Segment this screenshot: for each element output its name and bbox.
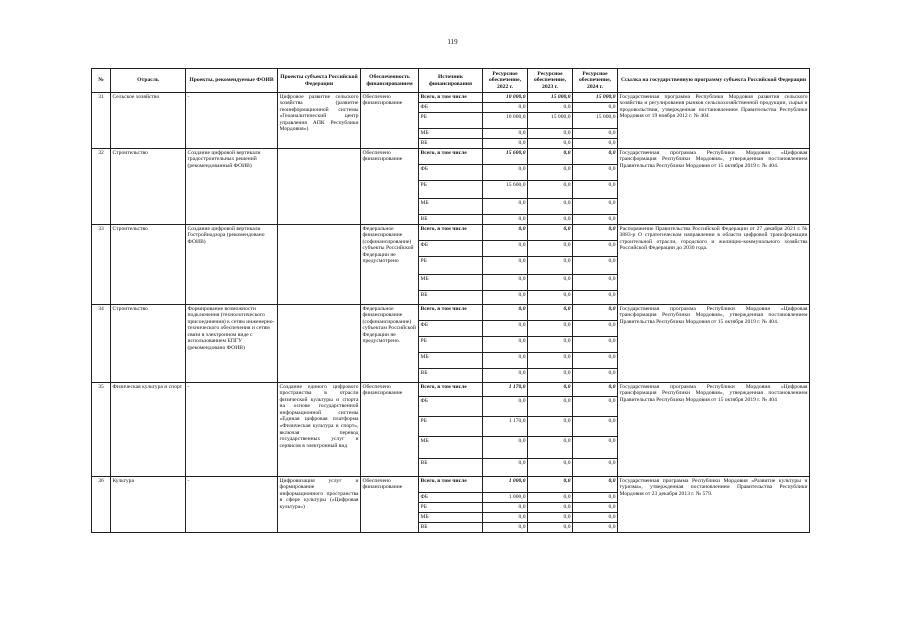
value-2023: 0,0 bbox=[528, 149, 573, 165]
source-cell: Всего, в том числе bbox=[419, 149, 483, 165]
value-2024: 0,0 bbox=[573, 149, 618, 165]
program-reference-cell: Государственная программа Республики Мордовия развития сельского хозяйства и регулирования рынков сельскохозяйственной продукции, сырья и продовольствия, утвержденная постановлением Правительства Республики Мордовия от 19 ноября 2012 г. № 404 bbox=[618, 93, 810, 149]
value-2024: 0,0 bbox=[573, 383, 618, 397]
source-cell: ФБ bbox=[419, 493, 483, 503]
value-2022: 0,0 bbox=[483, 225, 528, 241]
value-2023: 0,0 bbox=[528, 353, 573, 369]
source-cell: Всего, в том числе bbox=[419, 305, 483, 321]
value-2022: 15 600,0 bbox=[483, 149, 528, 165]
funding-status-cell: Обеспечено финансирование bbox=[361, 477, 419, 533]
header-foiv: Проекты, рекомендуемые ФОИВ bbox=[186, 69, 278, 93]
value-2022: 0,0 bbox=[483, 215, 528, 225]
source-cell: ВБ bbox=[419, 291, 483, 305]
value-2024: 0,0 bbox=[573, 523, 618, 533]
value-2022: 0,0 bbox=[483, 459, 528, 477]
source-cell: МБ bbox=[419, 199, 483, 215]
value-2024: 0,0 bbox=[573, 165, 618, 181]
value-2023: 0,0 bbox=[528, 337, 573, 353]
value-2024: 0,0 bbox=[573, 241, 618, 257]
funding-status-cell: Обеспечено финансирование bbox=[361, 383, 419, 477]
source-cell: ВБ bbox=[419, 369, 483, 383]
value-2022: 0,0 bbox=[483, 337, 528, 353]
value-2022: 0,0 bbox=[483, 199, 528, 215]
value-2023: 0,0 bbox=[528, 103, 573, 113]
value-2022: 0,0 bbox=[483, 305, 528, 321]
header-subject: Проекты субъекта Российской Федерации bbox=[278, 69, 361, 93]
value-2022: 10 000,0 bbox=[483, 113, 528, 129]
value-2022: 10 000,0 bbox=[483, 93, 528, 103]
table-row bbox=[92, 305, 810, 321]
header-industry: Отрасль bbox=[111, 69, 186, 93]
subject-project-cell: Цифровизация услуг и формирование информационного пространства в сфере культуры («Цифровая культура») bbox=[278, 477, 361, 533]
row-number: 34 bbox=[92, 305, 111, 383]
source-cell: ФБ bbox=[419, 397, 483, 417]
value-2023: 0,0 bbox=[528, 321, 573, 337]
value-2023: 0,0 bbox=[528, 181, 573, 199]
value-2023: 15 000,0 bbox=[528, 93, 573, 103]
industry-cell: Сельское хозяйство bbox=[111, 93, 186, 149]
value-2024: 15 000,0 bbox=[573, 113, 618, 129]
value-2023: 0,0 bbox=[528, 459, 573, 477]
value-2024: 0,0 bbox=[573, 459, 618, 477]
value-2024: 0,0 bbox=[573, 321, 618, 337]
subject-project-cell bbox=[278, 149, 361, 225]
source-cell: ВБ bbox=[419, 215, 483, 225]
row-number: 35 bbox=[92, 383, 111, 477]
table-row bbox=[92, 383, 810, 397]
foiv-project-cell: Создание цифровой вертикали градостроительных решений (рекомендованный ФОИВ) bbox=[186, 149, 278, 225]
row-number: 31 bbox=[92, 93, 111, 149]
source-cell: ФБ bbox=[419, 103, 483, 113]
program-reference-cell: Государственная программа Республики Мордовия «Развитие культуры и туризма», утвержденная постановлением Правительства Республики Мордовия от 23 декабря 2013 г. № 579. bbox=[618, 477, 810, 533]
source-cell: РБ bbox=[419, 417, 483, 437]
value-2022: 15 600,0 bbox=[483, 181, 528, 199]
value-2022: 0,0 bbox=[483, 291, 528, 305]
subject-project-cell: Создание единого цифрового пространства в отрасли физической культуры и спорта на основе государственной информационной системы «Единая цифровая платформа «Физическая культура и спорт», включая перевод государственных услуг и сервисов в электронный вид bbox=[278, 383, 361, 477]
value-2022: 0,0 bbox=[483, 513, 528, 523]
value-2024: 0,0 bbox=[573, 257, 618, 275]
value-2022: 0,0 bbox=[483, 369, 528, 383]
value-2024: 0,0 bbox=[573, 337, 618, 353]
value-2022: 0,0 bbox=[483, 397, 528, 417]
table-row bbox=[92, 477, 810, 493]
value-2024: 0,0 bbox=[573, 139, 618, 149]
source-cell: РБ bbox=[419, 337, 483, 353]
program-reference-cell: Государственная программа Республики Мордовия «Цифровая трансформация Республики Мордовия», утвержденная постановлением Правительства Республики Мордовия от 15 октября 2019 г. № 404. bbox=[618, 149, 810, 225]
source-cell: ФБ bbox=[419, 321, 483, 337]
value-2024: 0,0 bbox=[573, 129, 618, 139]
value-2023: 0,0 bbox=[528, 275, 573, 291]
value-2022: 0,0 bbox=[483, 275, 528, 291]
value-2023: 0,0 bbox=[528, 477, 573, 493]
source-cell: РБ bbox=[419, 181, 483, 199]
header-program: Ссылка на государственную программу субъекта Российской Федерации bbox=[618, 69, 810, 93]
value-2023: 0,0 bbox=[528, 383, 573, 397]
foiv-project-cell: - bbox=[186, 477, 278, 533]
source-cell: МБ bbox=[419, 353, 483, 369]
value-2024: 0,0 bbox=[573, 477, 618, 493]
value-2024: 0,0 bbox=[573, 305, 618, 321]
header-num: № bbox=[92, 69, 111, 93]
value-2024: 0,0 bbox=[573, 437, 618, 459]
subject-project-cell bbox=[278, 225, 361, 305]
table-row bbox=[92, 225, 810, 241]
source-cell: ФБ bbox=[419, 241, 483, 257]
value-2023: 0,0 bbox=[528, 493, 573, 503]
source-cell: РБ bbox=[419, 503, 483, 513]
industry-cell: Физическая культура и спорт bbox=[111, 383, 186, 477]
foiv-project-cell: Создание цифровой вертикали Гостройнадзора (рекомендовано ФОИВ) bbox=[186, 225, 278, 305]
value-2024: 0,0 bbox=[573, 291, 618, 305]
value-2022: 0,0 bbox=[483, 353, 528, 369]
table-row bbox=[92, 93, 810, 103]
program-reference-cell: Распоряжение Правительства Российской Федерации от 27 декабря 2021 г. № 3883-р О стратегическом направлении в области цифровой трансформации строительной отрасли, городского и жилищно-коммунального хозяйства Российской Федерации до 2030 года. bbox=[618, 225, 810, 305]
source-cell: РБ bbox=[419, 257, 483, 275]
value-2022: 0,0 bbox=[483, 165, 528, 181]
value-2022: 0,0 bbox=[483, 437, 528, 459]
row-number: 36 bbox=[92, 477, 111, 533]
foiv-project-cell: Формирование возможности подключения (технологического присоединения) к сетям инженерно-технического обеспечения и сетям связи в электронном виде с использованием ЕПГУ (рекомендовано ФОИВ) bbox=[186, 305, 278, 383]
value-2022: 0,0 bbox=[483, 241, 528, 257]
value-2022: 1 000,0 bbox=[483, 493, 528, 503]
value-2024: 0,0 bbox=[573, 397, 618, 417]
row-number: 33 bbox=[92, 225, 111, 305]
value-2023: 0,0 bbox=[528, 305, 573, 321]
row-number: 32 bbox=[92, 149, 111, 225]
value-2022: 1 170,0 bbox=[483, 417, 528, 437]
value-2022: 0,0 bbox=[483, 103, 528, 113]
source-cell: РБ bbox=[419, 113, 483, 129]
value-2023: 0,0 bbox=[528, 437, 573, 459]
value-2023: 0,0 bbox=[528, 241, 573, 257]
value-2022: 0,0 bbox=[483, 129, 528, 139]
value-2024: 0,0 bbox=[573, 181, 618, 199]
source-cell: МБ bbox=[419, 129, 483, 139]
value-2024: 15 000,0 bbox=[573, 93, 618, 103]
table-row bbox=[92, 149, 810, 165]
source-cell: МБ bbox=[419, 437, 483, 459]
value-2023: 0,0 bbox=[528, 417, 573, 437]
source-cell: Всего, в том числе bbox=[419, 383, 483, 397]
value-2023: 0,0 bbox=[528, 139, 573, 149]
source-cell: ВБ bbox=[419, 523, 483, 533]
header-2023: Ресурсное обеспечение, 2023 г. bbox=[528, 69, 573, 93]
value-2022: 1 000,0 bbox=[483, 477, 528, 493]
value-2023: 0,0 bbox=[528, 215, 573, 225]
source-cell: ВБ bbox=[419, 139, 483, 149]
value-2023: 0,0 bbox=[528, 523, 573, 533]
source-cell: МБ bbox=[419, 513, 483, 523]
value-2024: 0,0 bbox=[573, 353, 618, 369]
header-2024: Ресурсное обеспечение, 2024 г. bbox=[573, 69, 618, 93]
value-2024: 0,0 bbox=[573, 275, 618, 291]
program-reference-cell: Государственная программа Республики Мордовия «Цифровая трансформация Республики Мордовия», утвержденная постановлением Правительства Республики Мордовия от 15 октября 2019 г. № 404 bbox=[618, 383, 810, 477]
value-2022: 0,0 bbox=[483, 257, 528, 275]
value-2023: 0,0 bbox=[528, 397, 573, 417]
value-2023: 0,0 bbox=[528, 369, 573, 383]
funding-status-cell: Обеспечено финансирование bbox=[361, 149, 419, 225]
value-2024: 0,0 bbox=[573, 417, 618, 437]
value-2024: 0,0 bbox=[573, 513, 618, 523]
value-2022: 0,0 bbox=[483, 523, 528, 533]
page-number: 119 bbox=[447, 38, 458, 46]
source-cell: Всего, в том числе bbox=[419, 225, 483, 241]
industry-cell: Культура bbox=[111, 477, 186, 533]
subject-project-cell: Цифровое развитие сельского хозяйства (развитие геоинформационной системы «Геоаналитический центр управления АПК Республики Мордовия») bbox=[278, 93, 361, 149]
value-2024: 0,0 bbox=[573, 369, 618, 383]
value-2023: 0,0 bbox=[528, 199, 573, 215]
value-2023: 15 000,0 bbox=[528, 113, 573, 129]
value-2024: 0,0 bbox=[573, 225, 618, 241]
source-cell: Всего, в том числе bbox=[419, 93, 483, 103]
source-cell: ФБ bbox=[419, 165, 483, 181]
header-source: Источник финансирования bbox=[419, 69, 483, 93]
source-cell: ВБ bbox=[419, 459, 483, 477]
subject-project-cell bbox=[278, 305, 361, 383]
industry-cell: Строительство bbox=[111, 149, 186, 225]
header-funding: Обеспеченность финансированием bbox=[361, 69, 419, 93]
table-body bbox=[92, 93, 810, 533]
source-cell: Всего, в том числе bbox=[419, 477, 483, 493]
industry-cell: Строительство bbox=[111, 225, 186, 305]
value-2023: 0,0 bbox=[528, 291, 573, 305]
funding-status-cell: Обеспечено финансирование bbox=[361, 93, 419, 149]
foiv-project-cell: - bbox=[186, 93, 278, 149]
projects-table bbox=[91, 68, 810, 533]
industry-cell: Строительство bbox=[111, 305, 186, 383]
value-2024: 0,0 bbox=[573, 215, 618, 225]
funding-status-cell: Федеральное финансирование (софинансирование) субъектам Российской Федерации не предусмотрено. bbox=[361, 305, 419, 383]
value-2024: 0,0 bbox=[573, 493, 618, 503]
program-reference-cell: Государственная программа Республики Мордовия «Цифровая трансформация Республики Мордовия», утвержденная постановлением Правительства Республики Мордовия от 15 октября 2019 г. № 404. bbox=[618, 305, 810, 383]
value-2024: 0,0 bbox=[573, 199, 618, 215]
value-2024: 0,0 bbox=[573, 503, 618, 513]
value-2024: 0,0 bbox=[573, 103, 618, 113]
value-2023: 0,0 bbox=[528, 503, 573, 513]
funding-status-cell: Федеральное финансирование (софинансирование) субъекты Российской Федерации не предусмотрено bbox=[361, 225, 419, 305]
value-2022: 1 170,0 bbox=[483, 383, 528, 397]
foiv-project-cell: - bbox=[186, 383, 278, 477]
value-2023: 0,0 bbox=[528, 257, 573, 275]
value-2023: 0,0 bbox=[528, 129, 573, 139]
value-2022: 0,0 bbox=[483, 321, 528, 337]
value-2022: 0,0 bbox=[483, 503, 528, 513]
value-2023: 0,0 bbox=[528, 513, 573, 523]
value-2023: 0,0 bbox=[528, 165, 573, 181]
value-2023: 0,0 bbox=[528, 225, 573, 241]
header-row bbox=[92, 69, 810, 93]
source-cell: МБ bbox=[419, 275, 483, 291]
header-2022: Ресурсное обеспечение, 2022 г. bbox=[483, 69, 528, 93]
value-2022: 0,0 bbox=[483, 139, 528, 149]
